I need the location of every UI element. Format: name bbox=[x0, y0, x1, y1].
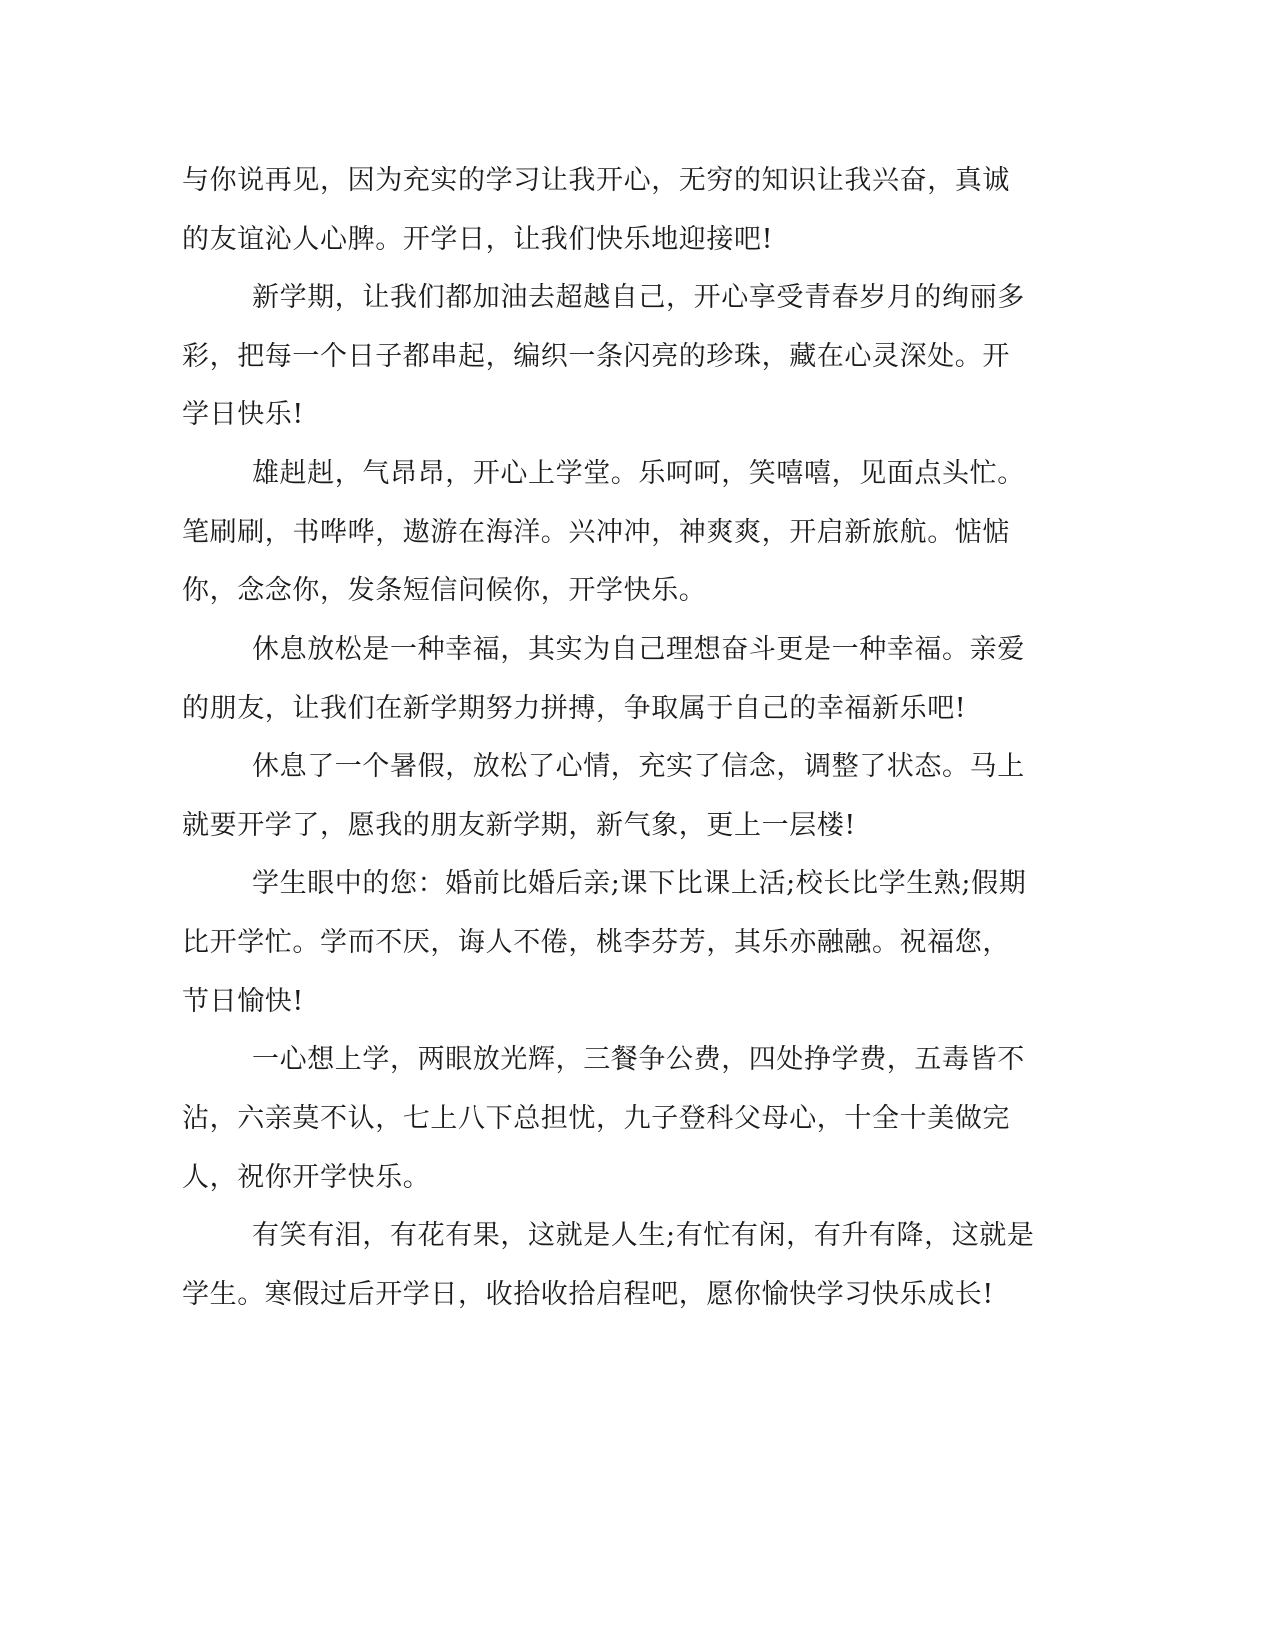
text-line: 彩，把每一个日子都串起，编织一条闪亮的珍珠，藏在心灵深处。开 bbox=[182, 341, 1010, 372]
text-line: 的友谊沁人心脾。开学日，让我们快乐地迎接吧! bbox=[182, 224, 774, 255]
text-line: 学日快乐! bbox=[182, 399, 304, 430]
text-line: 沾，六亲莫不认，七上八下总担忧，九子登科父母心，十全十美做完 bbox=[182, 1103, 1010, 1134]
paragraph-first-line: 休息放松是一种幸福，其实为自己理想奋斗更是一种幸福。亲爱 bbox=[252, 634, 1025, 665]
text-line: 与你说再见，因为充实的学习让我开心，无穷的知识让我兴奋，真诚 bbox=[182, 165, 1010, 196]
text-line: 笔刷刷，书哗哗，遨游在海洋。兴冲冲，神爽爽，开启新旅航。惦惦 bbox=[182, 517, 1010, 548]
paragraph-first-line: 学生眼中的您：婚前比婚后亲;课下比课上活;校长比学生熟;假期 bbox=[252, 868, 1027, 899]
text-line: 的朋友，让我们在新学期努力拼搏，争取属于自己的幸福新乐吧! bbox=[182, 693, 967, 724]
paragraph-first-line: 新学期，让我们都加油去超越自己，开心享受青春岁月的绚丽多 bbox=[252, 282, 1025, 313]
text-line: 你，念念你，发条短信问候你，开学快乐。 bbox=[182, 575, 707, 606]
paragraph-first-line: 一心想上学，两眼放光辉，三餐争公费，四处挣学费，五毒皆不 bbox=[252, 1044, 1025, 1075]
text-line: 学生。寒假过后开学日，收拾收拾启程吧，愿你愉快学习快乐成长! bbox=[182, 1279, 994, 1310]
text-line: 节日愉快! bbox=[182, 986, 304, 1017]
paragraph-first-line: 雄赳赳，气昂昂，开心上学堂。乐呵呵，笑嘻嘻，见面点头忙。 bbox=[252, 458, 1025, 489]
text-line: 就要开学了，愿我的朋友新学期，新气象，更上一层楼! bbox=[182, 810, 856, 841]
paragraph-first-line: 休息了一个暑假，放松了心情，充实了信念，调整了状态。马上 bbox=[252, 751, 1025, 782]
text-line: 比开学忙。学而不厌，诲人不倦，桃李芬芳，其乐亦融融。祝福您， bbox=[182, 927, 1010, 958]
text-line: 人，祝你开学快乐。 bbox=[182, 1162, 431, 1193]
paragraph-first-line: 有笑有泪，有花有果，这就是人生;有忙有闲，有升有降，这就是 bbox=[252, 1220, 1035, 1251]
